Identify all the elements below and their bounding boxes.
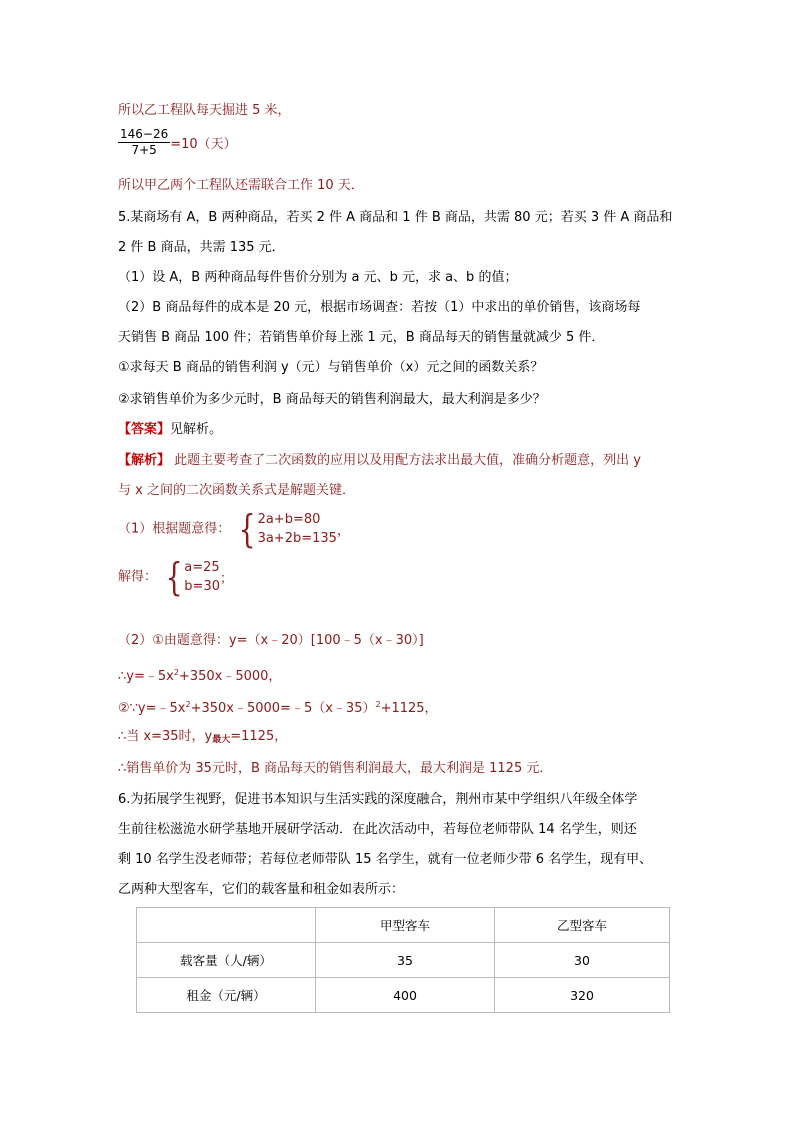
table-cell: 载客量（人/辆） <box>137 943 316 978</box>
fraction-denominator: 7+5 <box>131 143 157 157</box>
table-header-cell <box>137 908 316 943</box>
solution-line <box>118 727 287 750</box>
table-header-cell: 甲型客车 <box>316 908 495 943</box>
solution-label: （1）根据题意得： <box>118 521 231 537</box>
answer-text: 见解析。 <box>170 422 223 437</box>
fraction-numerator: 146−26 <box>120 127 169 141</box>
question-5-text: 2 件 B 商品，共需 135 元． <box>118 240 285 255</box>
fraction <box>118 127 170 158</box>
solution-line: （2）①由题意得：y=（x﹣20）[100﹣5（x﹣30）] <box>118 633 424 648</box>
brace-icon: { <box>165 555 183 599</box>
table-cell: 320 <box>495 978 670 1013</box>
equation-system-2 <box>118 555 233 599</box>
question-5-part1: （1）设 A，B 两种商品每件售价分别为 a 元、b 元，求 a、b 的值； <box>118 270 518 285</box>
question-5-text: 5.某商场有 A，B 两种商品，若买 2 件 A 商品和 1 件 B 商品，共需 80 元；若买 3 件 A 商品和 <box>118 210 673 225</box>
analysis-tag: 【解析】 <box>118 453 171 468</box>
exponent: 2 <box>173 668 179 677</box>
table-cell: 35 <box>316 943 495 978</box>
solution-label: 解得： <box>118 569 158 585</box>
bus-rental-table <box>136 907 670 1013</box>
equation-system <box>162 555 220 599</box>
question-5-part2: 天销售 B 商品 100 件；若销售单价每上涨 1 元，B 商品每天的销售量就减少 5 件． <box>118 330 605 345</box>
exponent: 2 <box>185 700 191 709</box>
question-6-text: 乙两种大型客车，它们的载客量和租金如表所示： <box>118 882 405 897</box>
equation: b=30 <box>184 579 220 594</box>
expr: ②∵y=﹣5x <box>118 701 186 716</box>
analysis-text: 与 x 之间的二次函数关系式是解题关键． <box>118 483 355 498</box>
analysis-text: 此题主要考查了二次函数的应用以及用配方法求出最大值，准确分析题意，列出 y <box>170 453 641 468</box>
subscript: 最大 <box>212 735 231 745</box>
answer-tag: 【答案】 <box>118 422 171 437</box>
table-row <box>137 978 670 1013</box>
question-5-sub1: ①求每天 B 商品的销售利润 y（元）与销售单价（x）元之间的函数关系？ <box>118 360 544 375</box>
solution-line <box>118 695 438 718</box>
question-6-text: 生前往松滋洈水研学基地开展研学活动．在此次活动中，若每位老师带队 14 名学生，则还 <box>118 822 637 837</box>
punctuation: ， <box>336 523 350 539</box>
expr: +350x﹣5000， <box>178 669 282 684</box>
question-6-text: 剩 10 名学生没老师带；若每位老师带队 15 名学生，就有一位老师少带 6 名学生，现有甲、 <box>118 852 653 867</box>
punctuation: ； <box>219 571 233 587</box>
exponent: 2 <box>375 700 381 709</box>
question-5-part2: （2）B 商品每件的成本是 20 元，根据市场调查：若按（1）中求出的单价销售，该商场每 <box>118 300 641 315</box>
expr: +1125， <box>380 701 438 716</box>
table-row <box>137 943 670 978</box>
question-5-sub2: ②求销售单价为多少元时，B 商品每天的销售利润最大，最大利润是多少？ <box>118 392 546 407</box>
expr: =1125， <box>230 729 288 744</box>
analysis-line <box>118 451 641 470</box>
solution-line <box>118 663 281 686</box>
expr: ∴当 x=35时，y <box>118 729 213 744</box>
solution-line: ∴销售单价为 35元时，B 商品每天的销售利润最大，最大利润是 1125 元． <box>118 761 553 776</box>
question-6-text: 6.为拓展学生视野，促进书本知识与生活实践的深度融合，荆州市某中学组织八年级全体学 <box>118 792 638 807</box>
fraction-line <box>118 127 237 158</box>
answer-line <box>118 420 222 439</box>
brace-icon: { <box>239 507 256 551</box>
text-line: 所以甲乙两个工程队还需联合工作 10 天． <box>118 178 364 193</box>
equation-system-1 <box>118 507 350 551</box>
equation: a=25 <box>184 560 220 575</box>
table-header-row <box>137 908 670 943</box>
expr: +350x﹣5000=﹣5（x﹣35） <box>190 701 376 716</box>
fraction-result: =10（天） <box>170 137 237 152</box>
equation: 3a+2b=135 <box>257 531 337 546</box>
table-cell: 400 <box>316 978 495 1013</box>
equation-system <box>235 507 337 551</box>
table-cell: 租金（元/辆） <box>137 978 316 1013</box>
equation: 2a+b=80 <box>257 512 321 527</box>
text-line: 所以乙工程队每天掘进 5 米， <box>118 103 291 118</box>
table-cell: 30 <box>495 943 670 978</box>
table-header-cell: 乙型客车 <box>495 908 670 943</box>
expr: ∴y=﹣5x <box>118 669 174 684</box>
